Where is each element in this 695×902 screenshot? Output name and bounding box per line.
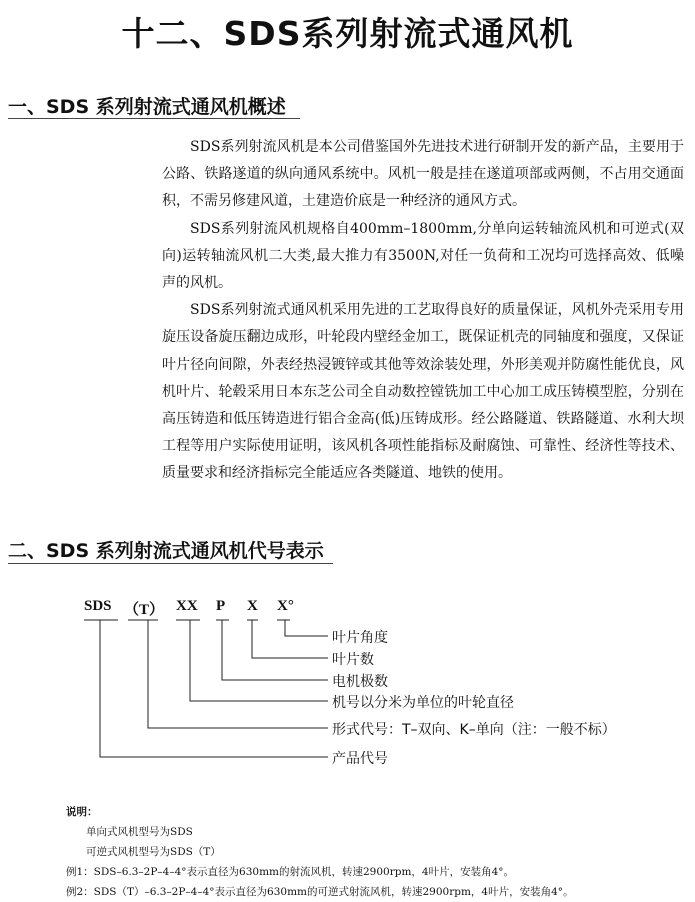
section-heading-model-code: 二、SDS 系列射流式通风机代号表示 xyxy=(8,540,324,562)
code-part-type: （T） xyxy=(124,602,165,618)
code-part-angle: X° xyxy=(277,598,294,614)
code-part-poles: P xyxy=(216,598,226,614)
note-example: 例2：SDS（T）–6.3–2P–4–4°表示直径为630mm的可逆式射流风机，转速2900rpm，4叶片，安装角4°。 xyxy=(66,886,574,898)
code-part-size: XX xyxy=(176,598,198,614)
connector-product xyxy=(100,620,328,757)
notes-label: 说明： xyxy=(66,806,98,818)
overview-paragraph: SDS系列射流风机是本公司借鉴国外先进技术进行研制开发的新产品，主要用于公路、铁路遂道的纵向通风系统中。风机一般是挂在遂道项部或两侧，不占用交通面积，不需另修建风道，土建造价底是一种经济的通风方式。 xyxy=(162,139,684,210)
connector-angle xyxy=(285,620,328,636)
legend-impeller-diameter: 机号以分米为单位的叶轮直径 xyxy=(332,695,514,711)
legend-form-code: 形式代号：T–双向、K–单向（注：一般不标） xyxy=(332,722,616,738)
legend-product-code: 产品代号 xyxy=(332,751,388,767)
legend-blade-angle: 叶片角度 xyxy=(332,630,388,646)
section-heading-overview: 一、SDS 系列射流式通风机概述 xyxy=(8,96,286,118)
note-line: 单向式风机型号为SDS xyxy=(86,826,193,838)
overview-paragraph: SDS系列射流式通风机采用先进的工艺取得良好的质量保证，风机外壳采用专用旋压设备旋压翻边成形，叶轮段内壁经金加工，既保证机壳的同轴度和强度，又保证叶片径向间隙，外表经热浸镀锌或其他等效涂装处理，外形美观并防腐性能优良，风机叶片、轮毂采用日本东芝公司全自动数控镗铣加工中心加工成压铸模型腔，分别在高压铸造和低压铸造进行铝合金高(低)压铸成形。经公路隧道、铁路隧道、水利大坝工程等用户实际使用证明，该风机各项性能指标及耐腐蚀、可靠性、经济性等技术、质量要求和经济指标完全能适应各类隧道、地铁的使用。 xyxy=(162,302,684,482)
overview-paragraph: SDS系列射流风机规格自400mm–1800mm,分单向运转轴流风机和可逆式(双向)运转轴流风机二大类,最大推力有3500N,对任一负荷和工况均可选择高效、低噪声的风机。 xyxy=(162,220,684,292)
page-title: 十二、SDS系列射流式通风机 xyxy=(121,14,574,53)
code-part-blades: X xyxy=(247,598,258,614)
connector-blades xyxy=(252,620,328,658)
note-example: 例1：SDS–6.3–2P–4–4°表示直径为630mm的射流风机，转速2900rpm，4叶片，安装角4°。 xyxy=(66,866,515,878)
legend-motor-poles: 电机极数 xyxy=(332,674,388,690)
connector-size xyxy=(190,620,328,701)
connector-poles xyxy=(222,620,328,680)
notes-block xyxy=(66,802,574,902)
legend-blade-count: 叶片数 xyxy=(332,652,374,668)
note-line: 可逆式风机型号为SDS（T） xyxy=(86,846,221,858)
code-part-product: SDS xyxy=(84,598,112,614)
